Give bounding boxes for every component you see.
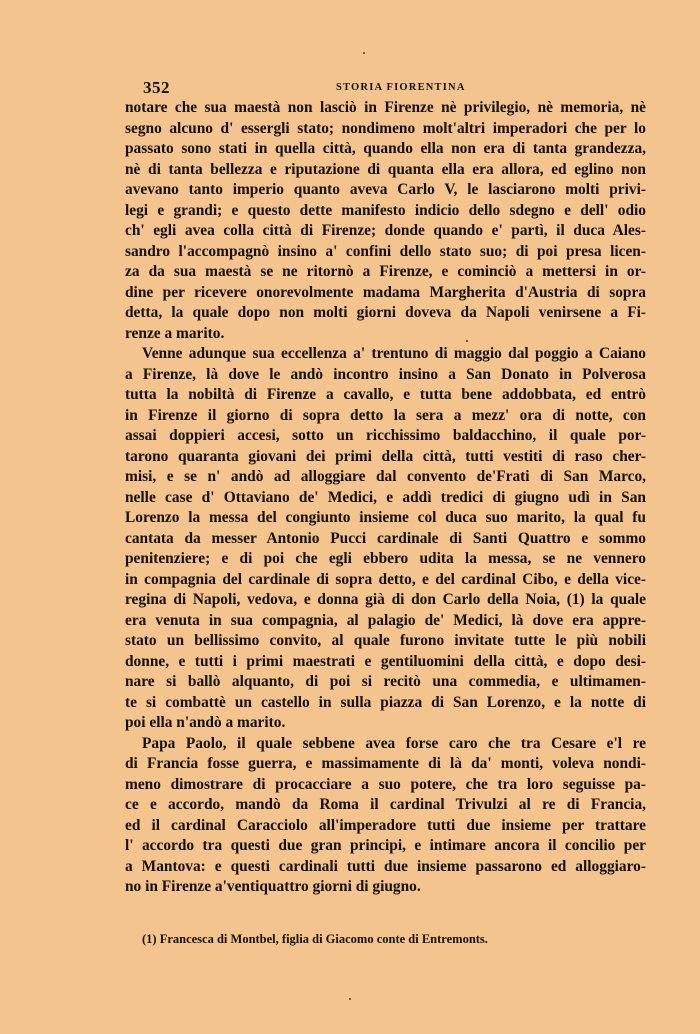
text-line: ch' egli avea colla città di Firenze; donde quando e' partì, il duca Ales- bbox=[125, 222, 646, 239]
text-line: avevano tanto imperio quanto aveva Carlo V, le lasciarono molti privi- bbox=[125, 181, 646, 198]
text-line: ce e accordo, mandò da Roma il cardinal Trivulzi al re di Francia, bbox=[125, 796, 646, 813]
text-line: te si combattè un castello in sulla piazza di San Lorenzo, e la notte di bbox=[125, 693, 646, 711]
text-line: l' accordo tra questi due gran principi, e intimare ancora il concilio per bbox=[125, 837, 646, 854]
text-line: passato sono stati in quella città, quando ella non era di tanta grandezza, bbox=[125, 140, 646, 157]
text-line: penitenziere; e di poi che egli ebbero udita la messa, se ne vennero bbox=[125, 550, 646, 567]
text-line: a Firenze, là dove le andò incontro insino a San Donato in Polverosa bbox=[125, 365, 646, 383]
text-line: tarono quaranta giovani dei primi della città, tutti vestiti di raso cher- bbox=[125, 447, 646, 465]
text-line: renze a marito. bbox=[125, 324, 225, 342]
print-speck bbox=[363, 52, 365, 54]
text-line: dine per ricevere onorevolmente madama Margherita d'Austria di sopra bbox=[125, 283, 646, 301]
print-speck bbox=[349, 998, 351, 1000]
body-text bbox=[125, 98, 646, 898]
print-speck bbox=[466, 340, 468, 342]
text-line: nè di tanta bellezza e riputazione di quanta ella era allora, ed eglino non bbox=[125, 160, 646, 178]
footnote: (1) Francesca di Montbel, figlia di Giacomo conte di Entremonts. bbox=[142, 932, 488, 946]
text-line: misi, e se n' andò ad alloggiare dal convento de'Frati di San Marco, bbox=[125, 468, 646, 485]
text-line: legi e grandi; e questo dette manifesto indicio dello sdegno e dell' odio bbox=[125, 201, 646, 219]
text-line: assai doppieri accesi, sotto un ricchissimo baldacchino, il quale por- bbox=[125, 427, 646, 444]
text-line: detta, la quale dopo non molti giorni doveva da Napoli venirsene a Fi- bbox=[125, 304, 646, 321]
text-line: sandro l'accompagnò insino a' confini dello stato suo; di poi presa licen- bbox=[125, 242, 646, 260]
text-line: nare si ballò alquanto, di poi si recitò una commedia, e ultimamen- bbox=[125, 673, 646, 690]
text-line: era venuta in sua compagnia, al palagio de' Medici, là dove era appre- bbox=[125, 611, 646, 629]
page-header bbox=[140, 78, 560, 98]
running-title: STORIA FIORENTINA bbox=[336, 82, 466, 93]
text-line: di Francia fosse guerra, e massimamente di là da' monti, voleva nondi- bbox=[125, 755, 646, 772]
text-line: stato un bellissimo convito, al quale furono invitate tutte le più nobili bbox=[125, 632, 646, 649]
page-number: 352 bbox=[143, 78, 170, 97]
text-line: no in Firenze a'ventiquattro giorni di giugno. bbox=[125, 878, 421, 895]
text-line: tutta la nobiltà di Firenze a cavallo, e tutta bene addobbata, ed entrò bbox=[125, 386, 646, 403]
text-line: in compagnia del cardinale di sopra detto, e del cardinal Cibo, e della vice- bbox=[125, 570, 646, 588]
text-line: cantata da messer Antonio Pucci cardinale di Santi Quattro e sommo bbox=[125, 529, 646, 547]
text-line: Lorenzo la messa del congiunto insieme col duca suo marito, la qual fu bbox=[125, 509, 646, 526]
text-line: poi ella n'andò a marito. bbox=[125, 714, 286, 731]
text-line: Venne adunque sua eccellenza a' trentuno di maggio dal poggio a Caiano bbox=[142, 345, 646, 362]
text-line: nelle case d' Ottaviano de' Medici, e addì tredici di giugno udì in San bbox=[125, 488, 646, 506]
text-line: notare che sua maestà non lasciò in Firenze nè privilegio, nè memoria, nè bbox=[125, 99, 646, 116]
text-line: a Mantova: e questi cardinali tutti due insieme passarono ed alloggiaro- bbox=[125, 857, 646, 875]
text-line: ed il cardinal Caracciolo all'imperadore tutti due insieme per trattare bbox=[125, 816, 646, 834]
text-line: za da sua maestà se ne ritornò a Firenze, e cominciò a mettersi in or- bbox=[125, 263, 646, 280]
text-line: Papa Paolo, il quale sebbene avea forse caro che tra Cesare e'l re bbox=[142, 734, 646, 752]
text-line: meno dimostrare di procacciare a suo potere, che tra loro seguisse pa- bbox=[125, 775, 646, 793]
text-line: in Firenze il giorno di sopra detto la sera a mezz' ora di notte, con bbox=[125, 406, 646, 424]
text-line: regina di Napoli, vedova, e donna già di don Carlo della Noia, (1) la quale bbox=[125, 591, 646, 608]
text-line: donne, e tutti i primi maestrati e gentiluomini della città, e dopo desi- bbox=[125, 652, 646, 670]
text-line: segno alcuno d' essergli stato; nondimeno molt'altri imperadori che per lo bbox=[125, 119, 646, 137]
